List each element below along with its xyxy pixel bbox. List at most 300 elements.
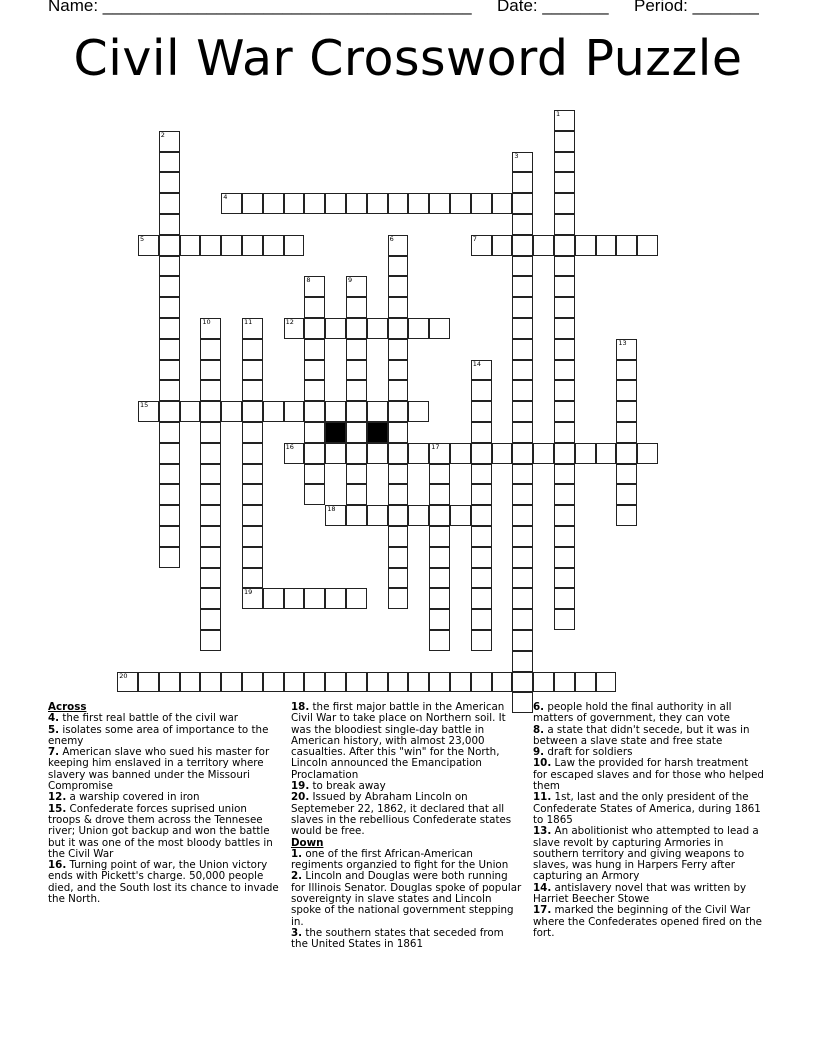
grid-cell[interactable]: [346, 505, 367, 526]
grid-cell[interactable]: [616, 401, 637, 422]
grid-cell[interactable]: [388, 276, 409, 297]
clue-number-label: 19.: [291, 780, 310, 793]
grid-cell[interactable]: [200, 547, 221, 568]
grid-cell[interactable]: [159, 360, 180, 381]
grid-cell[interactable]: [263, 235, 284, 256]
grid-cell[interactable]: [388, 588, 409, 609]
grid-cell[interactable]: [325, 401, 346, 422]
clue-text: people hold the final authority in all matters of government, they can vote: [533, 701, 732, 725]
grid-cell[interactable]: [408, 318, 429, 339]
grid-cell[interactable]: [242, 318, 263, 339]
grid-cell[interactable]: [492, 235, 513, 256]
clue-text: draft for soldiers: [544, 746, 633, 759]
grid-cell[interactable]: [575, 443, 596, 464]
grid-cell[interactable]: [304, 443, 325, 464]
grid-cell[interactable]: [575, 672, 596, 693]
clue-number-label: 15.: [48, 802, 67, 815]
grid-cell[interactable]: [616, 360, 637, 381]
clue-number-label: 5.: [48, 723, 60, 736]
grid-cell[interactable]: [284, 318, 305, 339]
grid-cell[interactable]: [200, 318, 221, 339]
clue-number: 1: [556, 110, 561, 118]
grid-cell[interactable]: [159, 318, 180, 339]
grid-cell[interactable]: [388, 380, 409, 401]
grid-cell[interactable]: [512, 193, 533, 214]
grid-cell[interactable]: [554, 443, 575, 464]
grid-cell[interactable]: [159, 547, 180, 568]
grid-cell[interactable]: [471, 193, 492, 214]
grid-cell[interactable]: [512, 235, 533, 256]
clue-number: 9: [348, 276, 353, 285]
grid-cell[interactable]: [471, 547, 492, 568]
grid-cell[interactable]: [429, 464, 450, 485]
grid-cell[interactable]: [554, 256, 575, 277]
grid-cell[interactable]: [346, 443, 367, 464]
grid-cell[interactable]: [616, 443, 637, 464]
grid-cell[interactable]: [346, 588, 367, 609]
grid-cell[interactable]: [554, 360, 575, 381]
grid-cell[interactable]: [554, 276, 575, 297]
clue-number-label: 12.: [48, 791, 67, 804]
grid-cell[interactable]: [388, 193, 409, 214]
grid-cell[interactable]: [408, 443, 429, 464]
grid-cell[interactable]: [346, 380, 367, 401]
grid-cell[interactable]: [429, 505, 450, 526]
clue-number-label: 11.: [533, 791, 552, 804]
clue-item: [533, 826, 765, 882]
clue-number-label: 14.: [533, 881, 552, 894]
grid-cell[interactable]: [221, 193, 242, 214]
grid-cell[interactable]: [554, 526, 575, 547]
grid-cell[interactable]: [388, 401, 409, 422]
grid-cell[interactable]: [242, 588, 263, 609]
grid-cell[interactable]: [159, 172, 180, 193]
grid-cell[interactable]: [450, 443, 471, 464]
grid-cell[interactable]: [554, 609, 575, 630]
grid-cell[interactable]: [159, 276, 180, 297]
grid-cell[interactable]: [533, 235, 554, 256]
grid-cell[interactable]: [388, 297, 409, 318]
grid-cell[interactable]: [512, 380, 533, 401]
clue-number: 4: [223, 193, 228, 202]
grid-cell[interactable]: [554, 339, 575, 360]
grid-cell[interactable]: [304, 422, 325, 443]
clue-number: 20: [119, 671, 128, 680]
grid-cell[interactable]: [242, 443, 263, 464]
grid-cell[interactable]: [159, 131, 180, 152]
clue-text: An abolitionist who attempted to lead a slave revolt by capturing Armories in southern territory and giving weapons to slaves, was hung in Harpers Ferry after capturing an Armory: [533, 825, 759, 883]
grid-cell[interactable]: [492, 443, 513, 464]
grid-cell[interactable]: [367, 318, 388, 339]
grid-cell[interactable]: [304, 672, 325, 693]
clue-text: marked the beginning of the Civil War where the Confederates opened fired on the fort.: [533, 904, 762, 939]
grid-cell[interactable]: [616, 484, 637, 505]
grid-cell[interactable]: [138, 401, 159, 422]
grid-cell[interactable]: [200, 526, 221, 547]
grid-cell[interactable]: [200, 401, 221, 422]
grid-cell[interactable]: [388, 443, 409, 464]
grid-cell[interactable]: [346, 422, 367, 443]
grid-cell[interactable]: [200, 672, 221, 693]
grid-cell[interactable]: [325, 505, 346, 526]
grid-cell[interactable]: [388, 339, 409, 360]
clue-number: 7: [472, 234, 477, 243]
clue-number-label: 8.: [533, 723, 545, 736]
grid-cell[interactable]: [159, 214, 180, 235]
date-field-label[interactable]: Date: _______: [497, 0, 609, 15]
grid-cell[interactable]: [533, 443, 554, 464]
grid-cell[interactable]: [429, 526, 450, 547]
grid-cell[interactable]: [242, 484, 263, 505]
clue-item: [48, 747, 280, 792]
grid-cell[interactable]: [159, 380, 180, 401]
grid-cell[interactable]: [180, 401, 201, 422]
grid-cell[interactable]: [388, 568, 409, 589]
grid-cell[interactable]: [304, 484, 325, 505]
grid-cell[interactable]: [346, 484, 367, 505]
grid-cell[interactable]: [200, 422, 221, 443]
grid-cell[interactable]: [554, 235, 575, 256]
grid-cell[interactable]: [200, 484, 221, 505]
grid-cell[interactable]: [512, 609, 533, 630]
grid-cell[interactable]: [159, 401, 180, 422]
grid-cell[interactable]: [367, 193, 388, 214]
grid-cell[interactable]: [616, 464, 637, 485]
grid-cell[interactable]: [200, 380, 221, 401]
grid-cell[interactable]: [429, 443, 450, 464]
grid-cell[interactable]: [346, 339, 367, 360]
grid-cell[interactable]: [554, 401, 575, 422]
grid-cell[interactable]: [304, 193, 325, 214]
grid-cell[interactable]: [512, 484, 533, 505]
grid-cell[interactable]: [367, 443, 388, 464]
grid-cell[interactable]: [221, 401, 242, 422]
grid-cell[interactable]: [304, 401, 325, 422]
grid-cell[interactable]: [367, 401, 388, 422]
grid-cell[interactable]: [388, 256, 409, 277]
grid-cell[interactable]: [159, 672, 180, 693]
clue-number-label: 3.: [291, 926, 303, 939]
clue-text: Turning point of war, the Union victory ends with Pickett's charge. 50,000 people died, and the South lost its chance to invade the North.: [48, 859, 279, 906]
grid-cell[interactable]: [512, 547, 533, 568]
grid-cell[interactable]: [471, 401, 492, 422]
grid-cell[interactable]: [325, 193, 346, 214]
grid-cell[interactable]: [554, 672, 575, 693]
grid-cell[interactable]: [159, 484, 180, 505]
grid-cell[interactable]: [284, 401, 305, 422]
grid-cell[interactable]: [242, 422, 263, 443]
grid-cell[interactable]: [367, 505, 388, 526]
grid-cell[interactable]: [554, 152, 575, 173]
grid-cell[interactable]: [200, 235, 221, 256]
grid-cell[interactable]: [284, 235, 305, 256]
grid-cell[interactable]: [512, 505, 533, 526]
grid-cell[interactable]: [554, 214, 575, 235]
grid-cell[interactable]: [304, 276, 325, 297]
clue-number-label: 18.: [291, 701, 310, 713]
grid-cell[interactable]: [159, 297, 180, 318]
grid-cell[interactable]: [596, 443, 617, 464]
grid-cell[interactable]: [388, 235, 409, 256]
grid-cell[interactable]: [408, 672, 429, 693]
grid-cell[interactable]: [596, 235, 617, 256]
grid-cell[interactable]: [200, 568, 221, 589]
clue-text: one of the first African-American regiments organzied to fight for the Union: [291, 847, 509, 872]
grid-cell[interactable]: [492, 193, 513, 214]
grid-cell[interactable]: [554, 464, 575, 485]
grid-cell[interactable]: [388, 318, 409, 339]
grid-cell[interactable]: [575, 235, 596, 256]
grid-cell[interactable]: [429, 318, 450, 339]
grid-cell[interactable]: [180, 235, 201, 256]
grid-cell[interactable]: [471, 360, 492, 381]
grid-cell[interactable]: [159, 443, 180, 464]
grid-cell[interactable]: [512, 256, 533, 277]
grid-cell[interactable]: [242, 235, 263, 256]
grid-cell[interactable]: [346, 318, 367, 339]
grid-cell[interactable]: [200, 609, 221, 630]
grid-cell[interactable]: [325, 318, 346, 339]
grid-cell[interactable]: [138, 235, 159, 256]
grid-cell[interactable]: [616, 235, 637, 256]
grid-cell[interactable]: [159, 235, 180, 256]
grid-cell[interactable]: [512, 360, 533, 381]
clue-number: 3: [514, 151, 519, 160]
name-field-label[interactable]: Name: _______________________________________: [48, 0, 472, 15]
grid-cell[interactable]: [242, 505, 263, 526]
grid-cell[interactable]: [429, 547, 450, 568]
grid-cell[interactable]: [159, 464, 180, 485]
grid-cell[interactable]: [200, 630, 221, 651]
grid-cell[interactable]: [346, 193, 367, 214]
grid-cell[interactable]: [284, 193, 305, 214]
grid-cell[interactable]: [242, 547, 263, 568]
grid-cell[interactable]: [159, 422, 180, 443]
grid-cell[interactable]: [263, 588, 284, 609]
grid-cell[interactable]: [512, 214, 533, 235]
grid-cell[interactable]: [388, 484, 409, 505]
grid-cell[interactable]: [616, 380, 637, 401]
grid-cell[interactable]: [200, 339, 221, 360]
grid-cell[interactable]: [200, 588, 221, 609]
grid-cell[interactable]: [450, 505, 471, 526]
grid-cell[interactable]: [346, 401, 367, 422]
clue-text: the first real battle of the civil war: [59, 712, 239, 725]
grid-cell[interactable]: [180, 672, 201, 693]
grid-cell[interactable]: [242, 380, 263, 401]
grid-cell[interactable]: [388, 360, 409, 381]
period-field-label[interactable]: Period: _______: [634, 0, 759, 15]
grid-cell[interactable]: [450, 672, 471, 693]
grid-cell[interactable]: [512, 630, 533, 651]
grid-cell[interactable]: [637, 235, 658, 256]
grid-cell[interactable]: [471, 484, 492, 505]
grid-cell[interactable]: [408, 193, 429, 214]
clue-number-label: 1.: [291, 847, 303, 860]
grid-cell[interactable]: [471, 443, 492, 464]
grid-cell[interactable]: [304, 318, 325, 339]
grid-cell[interactable]: [346, 297, 367, 318]
grid-cell[interactable]: [554, 422, 575, 443]
grid-cell[interactable]: [512, 672, 533, 693]
grid-cell[interactable]: [512, 318, 533, 339]
grid-cell[interactable]: [554, 318, 575, 339]
grid-cell[interactable]: [429, 609, 450, 630]
grid-cell[interactable]: [554, 380, 575, 401]
grid-cell[interactable]: [200, 443, 221, 464]
grid-cell[interactable]: [200, 464, 221, 485]
grid-cell[interactable]: [429, 568, 450, 589]
grid-cell[interactable]: [512, 297, 533, 318]
grid-cell[interactable]: [263, 193, 284, 214]
grid-cell[interactable]: [616, 339, 637, 360]
grid-cell[interactable]: [554, 110, 575, 131]
grid-cell[interactable]: [242, 672, 263, 693]
grid-cell[interactable]: [242, 526, 263, 547]
grid-cell[interactable]: [367, 672, 388, 693]
grid-cell[interactable]: [200, 505, 221, 526]
grid-cell[interactable]: [429, 193, 450, 214]
grid-cell[interactable]: [512, 526, 533, 547]
clue-text: Lincoln and Douglas were both running for Illinois Senator. Douglas spoke of popular sovereignty in slave states and Lincoln spoke of the national government stepping in.: [291, 870, 522, 928]
grid-cell[interactable]: [325, 588, 346, 609]
grid-cell[interactable]: [221, 235, 242, 256]
grid-cell[interactable]: [284, 443, 305, 464]
grid-cell[interactable]: [408, 505, 429, 526]
grid-cell[interactable]: [512, 422, 533, 443]
grid-cell[interactable]: [159, 505, 180, 526]
grid-cell[interactable]: [554, 297, 575, 318]
grid-cell[interactable]: [304, 380, 325, 401]
grid-cell[interactable]: [637, 443, 658, 464]
grid-cell[interactable]: [533, 672, 554, 693]
grid-cell[interactable]: [616, 505, 637, 526]
grid-cell[interactable]: [471, 505, 492, 526]
grid-cell[interactable]: [325, 672, 346, 693]
grid-cell[interactable]: [304, 297, 325, 318]
grid-cell[interactable]: [159, 193, 180, 214]
grid-cell[interactable]: [512, 588, 533, 609]
grid-cell[interactable]: [596, 672, 617, 693]
grid-cell[interactable]: [388, 505, 409, 526]
clue-text: American slave who sued his master for keeping him enslaved in a territory where slavery was banned under the Missouri Compromise: [48, 746, 270, 793]
grid-cell[interactable]: [429, 630, 450, 651]
grid-cell[interactable]: [554, 505, 575, 526]
grid-cell[interactable]: [346, 464, 367, 485]
grid-cell[interactable]: [242, 339, 263, 360]
grid-cell[interactable]: [512, 568, 533, 589]
grid-cell[interactable]: [450, 193, 471, 214]
grid-cell[interactable]: [512, 651, 533, 672]
grid-cell[interactable]: [554, 588, 575, 609]
grid-cell[interactable]: [492, 672, 513, 693]
grid-cell[interactable]: [325, 443, 346, 464]
grid-cell[interactable]: [512, 172, 533, 193]
grid-cell[interactable]: [554, 547, 575, 568]
grid-cell[interactable]: [138, 672, 159, 693]
grid-cell[interactable]: [471, 235, 492, 256]
grid-cell[interactable]: [242, 360, 263, 381]
grid-cell[interactable]: [159, 152, 180, 173]
grid-cell[interactable]: [304, 360, 325, 381]
grid-cell[interactable]: [304, 464, 325, 485]
clue-number-label: 4.: [48, 712, 60, 725]
grid-cell[interactable]: [242, 193, 263, 214]
grid-cell[interactable]: [346, 360, 367, 381]
clue-number-label: 6.: [533, 701, 545, 713]
clue-number: 10: [202, 318, 211, 326]
grid-cell[interactable]: [346, 672, 367, 693]
grid-cell[interactable]: [554, 568, 575, 589]
grid-cell[interactable]: [159, 256, 180, 277]
grid-cell[interactable]: [512, 152, 533, 173]
clue-item: [48, 725, 280, 748]
grid-cell[interactable]: [346, 276, 367, 297]
grid-cell[interactable]: [221, 672, 242, 693]
grid-cell[interactable]: [388, 422, 409, 443]
grid-cell[interactable]: [388, 547, 409, 568]
grid-cell[interactable]: [554, 484, 575, 505]
grid-cell[interactable]: [388, 672, 409, 693]
grid-cell[interactable]: [429, 484, 450, 505]
clue-number: 13: [618, 338, 627, 347]
grid-cell[interactable]: [304, 588, 325, 609]
grid-cell[interactable]: [408, 401, 429, 422]
grid-cell[interactable]: [388, 526, 409, 547]
grid-cell[interactable]: [471, 380, 492, 401]
grid-cell[interactable]: [117, 672, 138, 693]
grid-cell[interactable]: [471, 526, 492, 547]
clue-text: the first major battle in the American Civil War to take place on Northern soil. It was the bloodiest single-day battle in American history, with almost 23,000 casualties. After this "win" for the North, Lincoln announced the Emancipation Proclamation: [291, 701, 506, 781]
grid-cell[interactable]: [512, 443, 533, 464]
grid-cell[interactable]: [471, 630, 492, 651]
grid-cell[interactable]: [200, 360, 221, 381]
grid-cell[interactable]: [512, 401, 533, 422]
grid-cell[interactable]: [242, 401, 263, 422]
grid-cell[interactable]: [512, 464, 533, 485]
grid-cell[interactable]: [471, 672, 492, 693]
grid-cell[interactable]: [263, 672, 284, 693]
grid-cell[interactable]: [512, 339, 533, 360]
grid-cell[interactable]: [512, 276, 533, 297]
clue-text: to break away: [309, 780, 386, 793]
grid-cell[interactable]: [429, 672, 450, 693]
grid-cell[interactable]: [284, 588, 305, 609]
grid-cell[interactable]: [429, 588, 450, 609]
clue-item: [533, 725, 765, 748]
grid-cell[interactable]: [263, 401, 284, 422]
grid-cell[interactable]: [616, 422, 637, 443]
clue-text: isolates some area of importance to the enemy: [48, 723, 269, 747]
grid-cell[interactable]: [471, 568, 492, 589]
grid-cell[interactable]: [471, 609, 492, 630]
grid-cell[interactable]: [471, 422, 492, 443]
grid-cell[interactable]: [554, 193, 575, 214]
grid-cell[interactable]: [284, 672, 305, 693]
grid-cell[interactable]: [242, 464, 263, 485]
grid-cell[interactable]: [471, 588, 492, 609]
grid-cell[interactable]: [159, 339, 180, 360]
grid-cell[interactable]: [554, 172, 575, 193]
clue-number: 16: [285, 442, 294, 451]
grid-cell[interactable]: [159, 526, 180, 547]
grid-cell[interactable]: [388, 464, 409, 485]
clue-text: a warship covered in iron: [66, 791, 200, 804]
grid-cell[interactable]: [304, 339, 325, 360]
grid-cell[interactable]: [242, 568, 263, 589]
grid-cell[interactable]: [554, 131, 575, 152]
grid-cell[interactable]: [471, 464, 492, 485]
